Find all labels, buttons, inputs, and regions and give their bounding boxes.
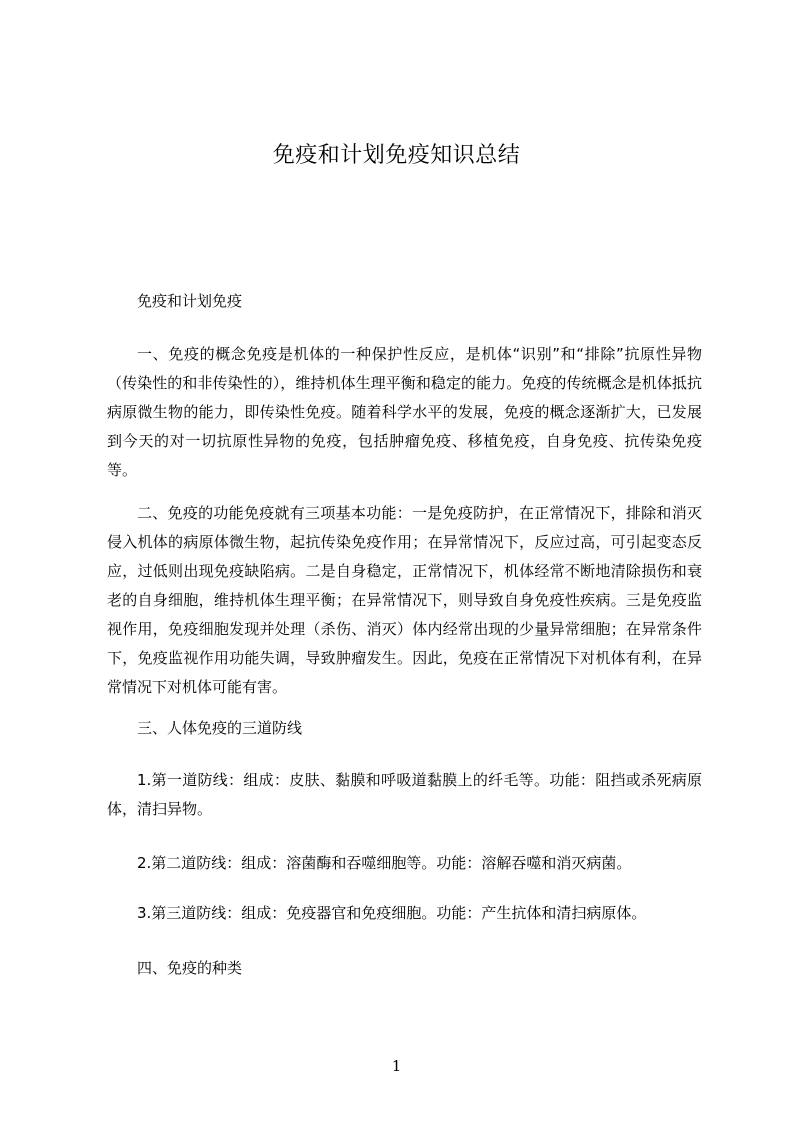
paragraph-immunity-function: 二、免疫的功能免疫就有三项基本功能：一是免疫防护，在正常情况下，排除和消灭侵入机体的病原体微生物，起抗传染免疫作用；在异常情况下，反应过高，可引起变态反应，过低则出现免疫缺陷病。二是自身稳定，正常情况下，机体经常不断地清除损伤和衰老的自身细胞，维持机体生理平衡；在异常情况下，则导致自身免疫性疾病。三是免疫监视作用，免疫细胞发现并处理（杀伤、消灭）体内经常出现的少量异常细胞；在异常条件下，免疫监视作用功能失调，导致肿瘤发生。因此，免疫在正常情况下对机体有利，在异常情况下对机体可能有害。 <box>107 504 702 696</box>
section-heading-three-defense-lines: 三、人体免疫的三道防线 <box>137 719 303 737</box>
paragraph-immunity-concept: 一、免疫的概念免疫是机体的一种保护性反应，是机体“识别”和“排除”抗原性异物（传染性的和非传染性的），维持机体生理平衡和稳定的能力。免疫的传统概念是机体抵抗病原微生物的能力，即传染性免疫。随着科学水平的发展，免疫的概念逐渐扩大，已发展到今天的对一切抗原性异物的免疫，包括肿瘤免疫、移植免疫，自身免疫、抗传染免疫等。 <box>107 345 702 479</box>
section-heading-immunity-types: 四、免疫的种类 <box>137 959 243 977</box>
list-item-first-defense-line: 1.第一道防线：组成：皮肤、黏膜和呼吸道黏膜上的纤毛等。功能：阻挡或杀死病原体，清扫异物。 <box>107 771 702 818</box>
list-item-third-defense-line: 3.第三道防线：组成：免疫器官和免疫细胞。功能：产生抗体和清扫病原体。 <box>137 904 647 922</box>
section-heading-immunization: 免疫和计划免疫 <box>137 292 243 310</box>
document-title: 免疫和计划免疫知识总结 <box>272 143 521 168</box>
page-number: 1 <box>391 1057 402 1075</box>
list-item-second-defense-line: 2.第二道防线：组成：溶菌酶和吞噬细胞等。功能：溶解吞噬和消灭病菌。 <box>137 854 632 872</box>
